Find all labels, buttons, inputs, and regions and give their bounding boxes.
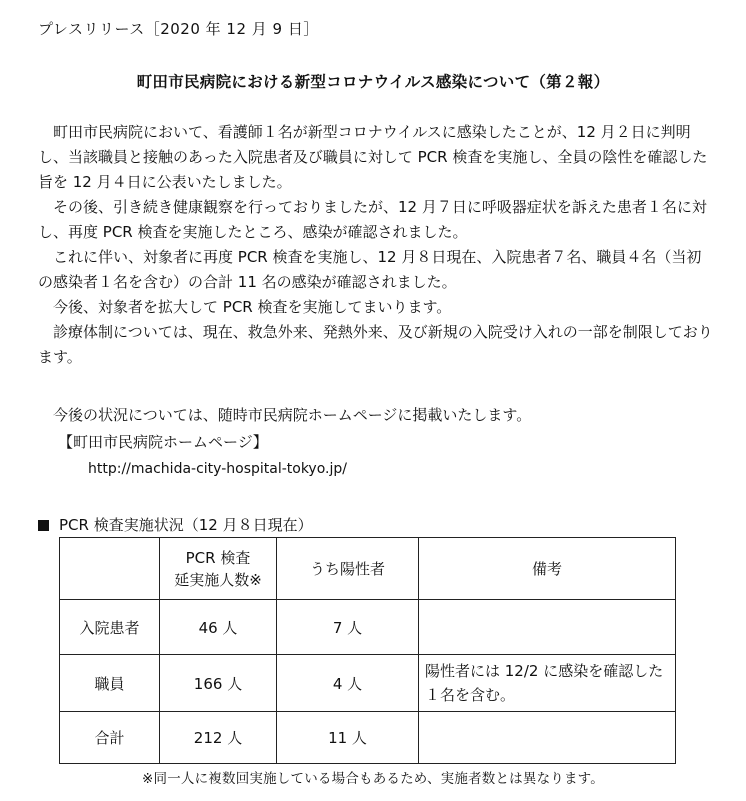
status-note: 今後の状況については、随時市民病院ホームページに掲載いたします。 [53,406,532,424]
header-cell-remarks: 備考 [419,538,676,600]
cell-note-staff: 陽性者には 12/2 に感染を確認した１名を含む。 [419,655,676,712]
pcr-status-table [59,537,676,764]
table-section-heading [38,514,313,535]
cell-positive-inpatients: 7 人 [277,600,419,655]
release-date-line: プレスリリース［2020 年 12 月 9 日］ [38,20,319,38]
cell-positive-staff: 4 人 [277,655,419,712]
square-bullet-icon [38,520,49,531]
paragraph-4: 今後、対象者を拡大して PCR 検査を実施してまいります。 [53,298,452,316]
header-tested-line2: 延実施人数※ [174,570,262,589]
header-tested-line1: PCR 検査 [185,548,251,567]
body-text [38,120,714,370]
cell-note-inpatients [419,600,676,655]
paragraph-1: 町田市民病院において、看護師１名が新型コロナウイルスに感染したことが、12 月２日に判明し、当該職員と接触のあった入院患者及び職員に対して PCR 検査を実施し、全員の陰性を確認した旨を 12 月４日に公表いたしました。 [38,123,708,191]
cell-positive-total: 11 人 [277,712,419,764]
paragraph-5: 診療体制については、現在、救急外来、発熱外来、及び新規の入院受け入れの一部を制限しております。 [38,323,713,366]
cell-tested-staff: 166 人 [160,655,277,712]
table-row [60,712,676,764]
table-footnote: ※同一人に複数回実施している場合もあるため、実施者数とは異なります。 [142,771,604,787]
table-section-heading-text: PCR 検査実施状況（12 月８日現在） [59,516,313,534]
table-row [60,655,676,712]
header-cell-tested [160,538,277,600]
header-cell-positive: うち陽性者 [277,538,419,600]
document-title: 町田市民病院における新型コロナウイルス感染について（第２報） [136,73,610,91]
table-header-row [60,538,676,600]
header-cell-empty [60,538,160,600]
homepage-label: 【町田市民病院ホームページ】 [58,433,268,451]
cell-tested-total: 212 人 [160,712,277,764]
table-row [60,600,676,655]
cell-tested-inpatients: 46 人 [160,600,277,655]
paragraph-2: その後、引き続き健康観察を行っておりましたが、12 月７日に呼吸器症状を訴えた患者１名に対し、再度 PCR 検査を実施したところ、感染が確認されました。 [38,198,707,241]
homepage-url: http://machida-city-hospital-tokyo.jp/ [88,461,347,477]
paragraph-3: これに伴い、対象者に再度 PCR 検査を実施し、12 月８日現在、入院患者７名、職員４名（当初の感染者１名を含む）の合計 11 名の感染が確認されました。 [38,248,702,291]
row-label-inpatients: 入院患者 [60,600,160,655]
homepage-info [38,402,714,483]
row-label-total: 合計 [60,712,160,764]
cell-note-total [419,712,676,764]
row-label-staff: 職員 [60,655,160,712]
